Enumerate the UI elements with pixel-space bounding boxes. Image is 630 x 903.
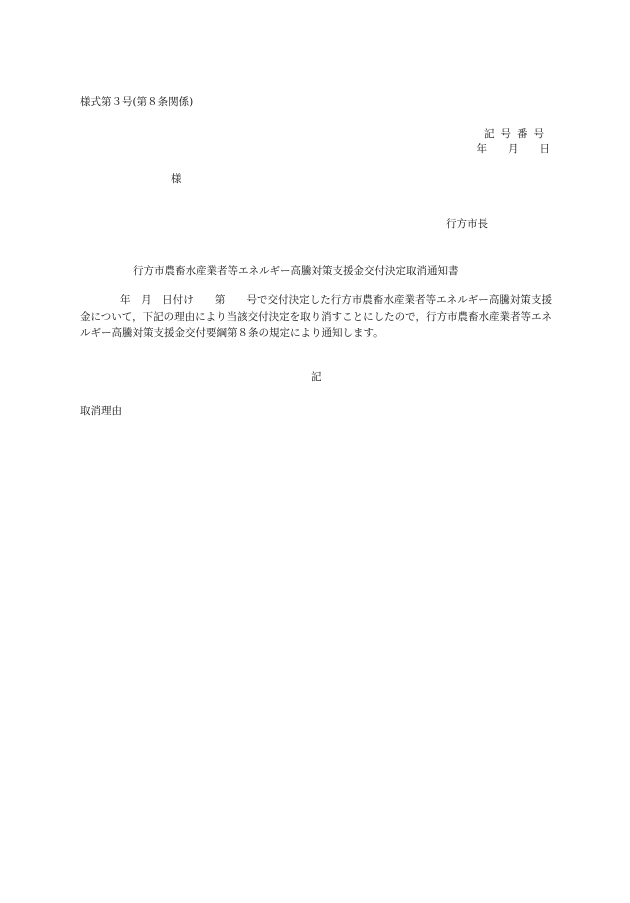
- body-paragraph: [80, 292, 552, 342]
- body-text: 年 月 日付け 第 号で交付決定した行方市農畜水産業者等エネルギー高騰対策支援金について，下記の理由により当該交付決定を取り消すことにしたので，行方市農畜水産業者等エネルギー高騰対策支援金交付要綱第８条の規定により通知します。: [80, 294, 552, 339]
- document-date-label: 年 月 日: [476, 143, 550, 155]
- document-number-label: 記号番号: [484, 128, 550, 140]
- addressee-suffix: 様: [171, 173, 182, 185]
- document-title: 行方市農畜水産業者等エネルギー高騰対策支援金交付決定取消通知書: [133, 265, 459, 277]
- form-number: 様式第３号(第８条関係): [80, 96, 194, 108]
- note-heading: 記: [311, 371, 322, 383]
- cancellation-reason-label: 取消理由: [80, 405, 122, 417]
- issuer-name: 行方市長: [446, 218, 488, 230]
